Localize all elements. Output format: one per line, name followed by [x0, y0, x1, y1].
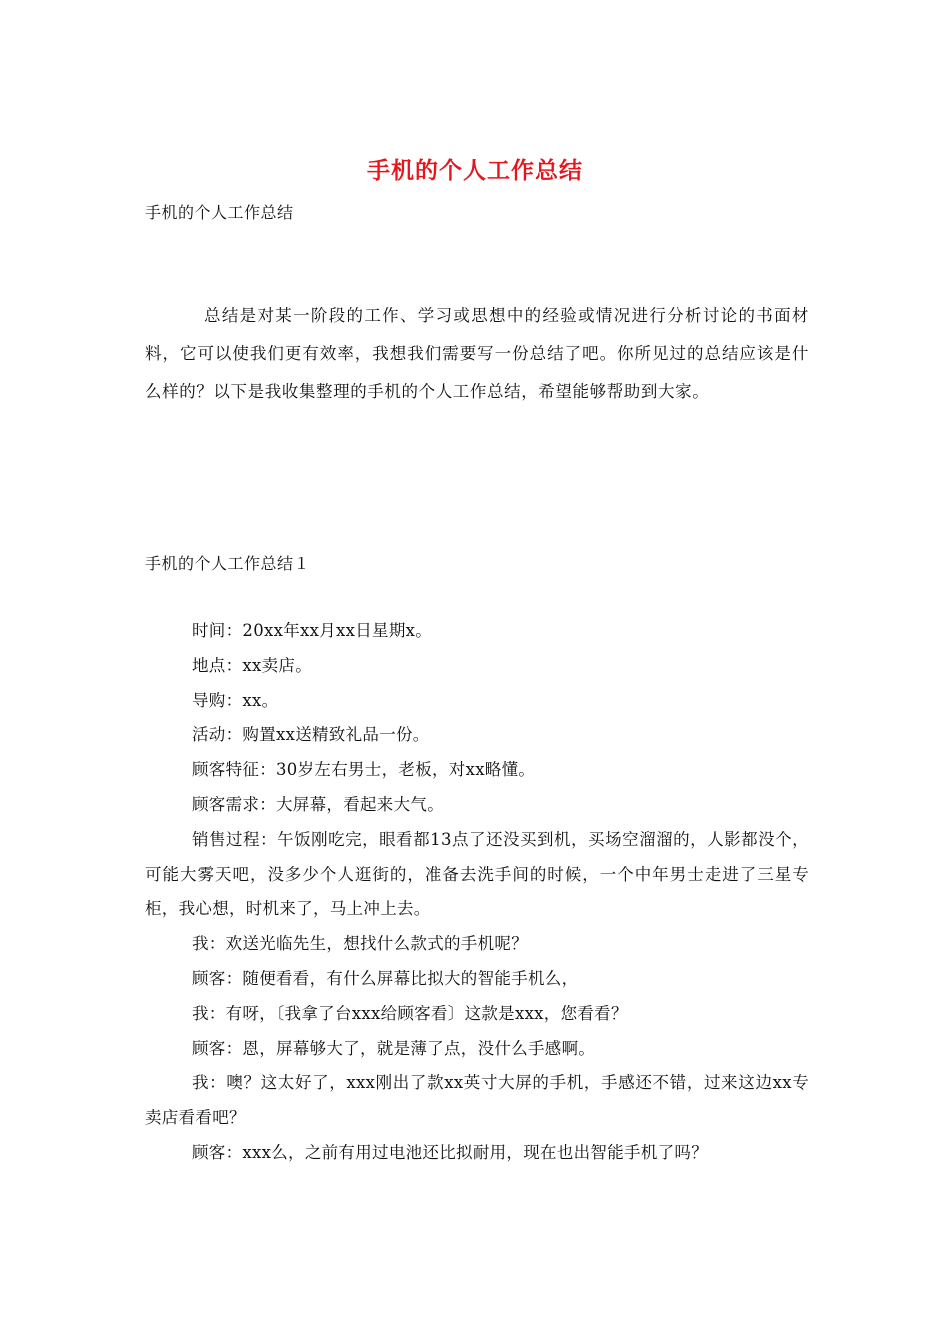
paragraph-sales-process: 销售过程：午饭刚吃完，眼看都13点了还没买到机，买场空溜溜的，人影都没个，可能大雾天吧，没多少个人逛街的，准备去洗手间的时候，一个中年男士走进了三星专柜，我心想，时机来了，马上冲上去。: [145, 829, 809, 919]
document-title: 手机的个人工作总结: [367, 157, 583, 184]
paragraph-customer-needs: 顾客需求：大屏幕，看起来大气。: [192, 794, 444, 814]
paragraph-time: 时间：20xx年xx月xx日星期x。: [192, 621, 433, 640]
body-text: [145, 614, 809, 1171]
paragraph-dialogue: 我：噢？这太好了，xxx刚出了款xx英寸大屏的手机，手感还不错，过来这边xx专卖店看看吧？: [145, 1073, 809, 1128]
paragraph-dialogue: 顾客：xxx么，之前有用过电池还比拟耐用，现在也出智能手机了吗？: [192, 1142, 709, 1162]
paragraph-guide: 导购：xx。: [192, 690, 279, 710]
paragraph-customer-traits: 顾客特征：30岁左右男士，老板，对xx略懂。: [192, 760, 536, 780]
paragraph-activity: 活动：购置xx送精致礼品一份。: [192, 725, 430, 745]
document-subtitle: 手机的个人工作总结: [145, 203, 294, 222]
section-heading: 手机的个人工作总结１: [145, 554, 311, 573]
paragraph-dialogue: 我：欢送光临先生，想找什么款式的手机呢？: [192, 934, 528, 954]
paragraph-dialogue: 我：有呀，〔我拿了台xxx给顾客看〕这款是xxx，您看看？: [192, 1003, 628, 1023]
paragraph-location: 地点：xx卖店。: [192, 655, 313, 675]
paragraph-dialogue: 顾客：恩，屏幕够大了，就是薄了点，没什么手感啊。: [192, 1038, 596, 1058]
intro-paragraph: 总结是对某一阶段的工作、学习或思想中的经验或情况进行分析讨论的书面材料，它可以使我们更有效率，我想我们需要写一份总结了吧。你所见过的总结应该是什么样的？以下是我收集整理的手机的个人工作总结，希望能够帮助到大家。: [145, 306, 809, 401]
paragraph-dialogue: 顾客：随便看看，有什么屏幕比拟大的智能手机么，: [192, 968, 579, 988]
